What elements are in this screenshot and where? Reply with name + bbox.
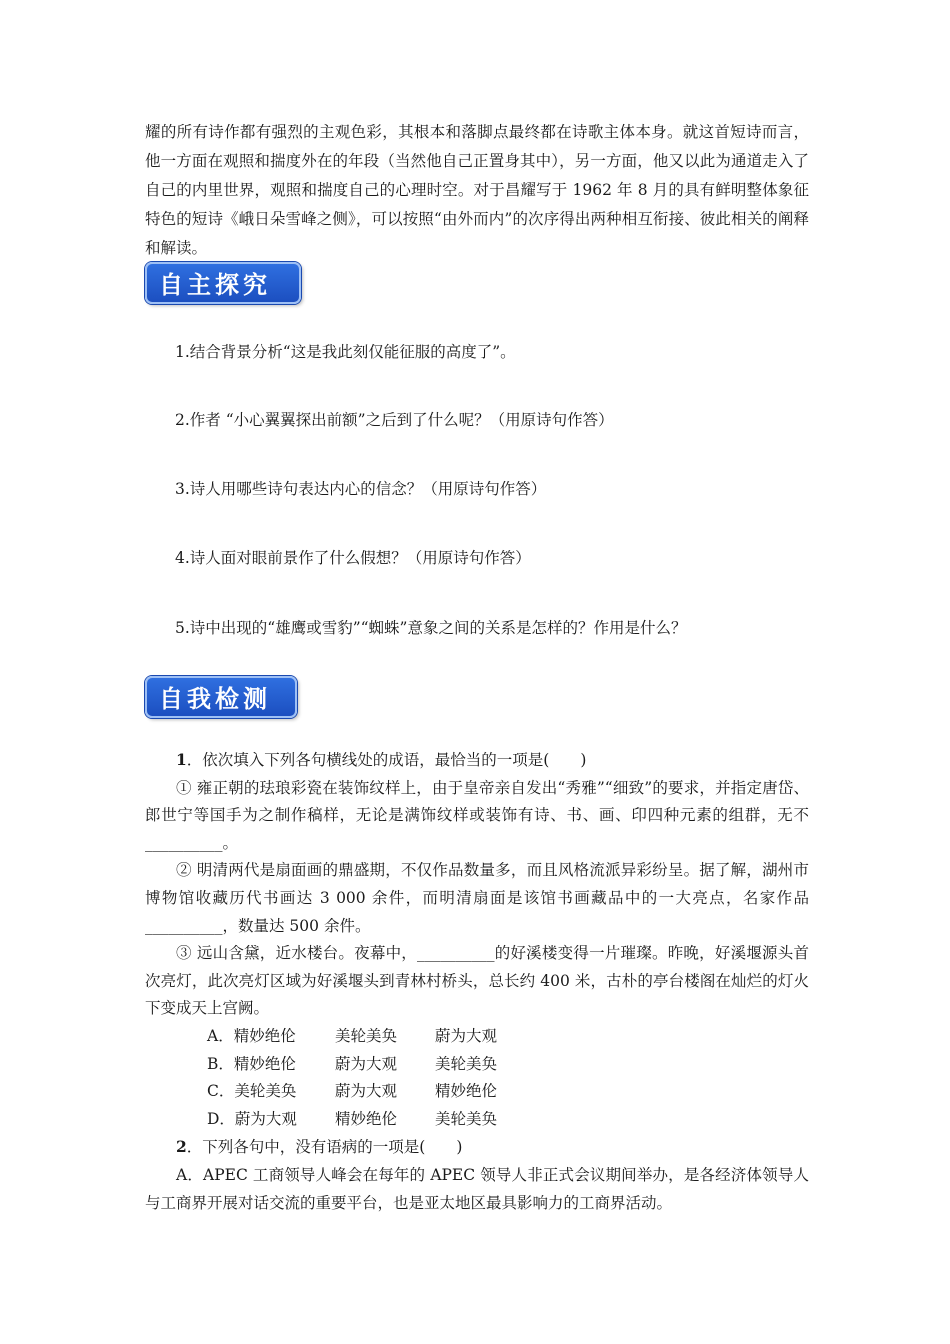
intro-paragraph: 耀的所有诗作都有强烈的主观色彩，其根本和落脚点最终都在诗歌主体本身。就这首短诗而言，他一方面在观照和揣度外在的年段（当然他自己正置身其中），另一方面，他又以此为通道走入了自己的内里世界，观照和揣度自己的心理时空。对于昌耀写于 1962 年 8 月的具有鲜明整体象征特色的短诗《峨日朵雪峰之侧》，可以按照“由外而内”的次序得出两种相互衔接、彼此相关的阐释和解读。 — [145, 123, 809, 257]
intro-text — [145, 118, 809, 263]
option-c-word-1: C．美轮美奂 — [207, 1082, 297, 1101]
option-a-word-1: A．精妙绝伦 — [207, 1026, 296, 1045]
option-b-word-3: 美轮美奂 — [435, 1054, 498, 1073]
exploration-question-5: 5.诗中出现的“雄鹰或雪豹”“蜘蛛”意象之间的关系是怎样的？作用是什么？ — [175, 619, 687, 637]
test-question-1-stem — [145, 746, 809, 775]
test-question-2-stem — [145, 1133, 809, 1162]
section-banner-self-exploration: 自主探究 — [145, 262, 301, 304]
option-d-word-1: D．蔚为大观 — [207, 1109, 297, 1128]
exploration-question-4: 4.诗人面对眼前景作了什么假想？（用原诗句作答） — [175, 549, 531, 567]
option-a — [145, 1023, 809, 1051]
exploration-question-1: 1.结合背景分析“这是我此刻仅能征服的高度了”。 — [175, 343, 516, 361]
question-number: 2 — [176, 1137, 187, 1157]
test-question-2-option-a: A．APEC 工商领导人峰会在每年的 APEC 领导人非正式会议期间举办，是各经济体领导人与工商界开展对话交流的重要平台，也是亚太地区最具影响力的工商界活动。 — [145, 1165, 809, 1212]
option-c — [145, 1078, 809, 1106]
self-test-content — [145, 746, 809, 1217]
option-d — [145, 1106, 809, 1134]
option-c-word-3: 精妙绝伦 — [435, 1082, 498, 1101]
option-c-word-2: 蔚为大观 — [335, 1082, 398, 1101]
option-d-word-2: 精妙绝伦 — [335, 1109, 398, 1128]
exploration-question-2: 2.作者 “小心翼翼探出前额”之后到了什么呢？（用原诗句作答） — [175, 411, 614, 429]
option-a-word-2: 美轮美奂 — [335, 1026, 398, 1045]
section-banner-self-test: 自我检测 — [145, 676, 297, 718]
question-stem: ．下列各句中，没有语病的一项是( ) — [186, 1138, 463, 1157]
option-b-word-2: 蔚为大观 — [335, 1054, 398, 1073]
option-a-word-3: 蔚为大观 — [435, 1026, 498, 1045]
option-d-word-3: 美轮美奂 — [435, 1109, 498, 1128]
question-stem: ．依次填入下列各句横线处的成语，最恰当的一项是( ) — [186, 751, 587, 769]
question-number: 1 — [176, 750, 187, 769]
test-sentence-2: ② 明清两代是扇面画的鼎盛期，不仅作品数量多，而且风格流派异彩纷呈。据了解，湖州市博物馆收藏历代书画达 3 000 余件，而明清扇面是该馆书画藏品中的一大亮点，名家作品__________，数量达 500 余件。 — [145, 861, 809, 935]
exploration-question-3: 3.诗人用哪些诗句表达内心的信念？（用原诗句作答） — [175, 480, 547, 498]
option-b — [145, 1051, 809, 1079]
option-b-word-1: B．精妙绝伦 — [207, 1054, 296, 1073]
test-sentence-3: ③ 远山含黛，近水楼台。夜幕中，__________的好溪楼变得一片璀璨。昨晚，好溪堰源头首次亮灯，此次亮灯区域为好溪堰头到青林村桥头，总长约 400 米，古朴的亭台楼阁在灿烂的灯火下变成天上宫阙。 — [145, 944, 809, 1018]
test-sentence-1: ① 雍正朝的珐琅彩瓷在装饰纹样上，由于皇帝亲自发出“秀雅”“细致”的要求，并指定唐岱、郎世宁等国手为之制作稿样，无论是满饰纹样或装饰有诗、书、画、印四种元素的组群，无不__________。 — [145, 778, 809, 852]
